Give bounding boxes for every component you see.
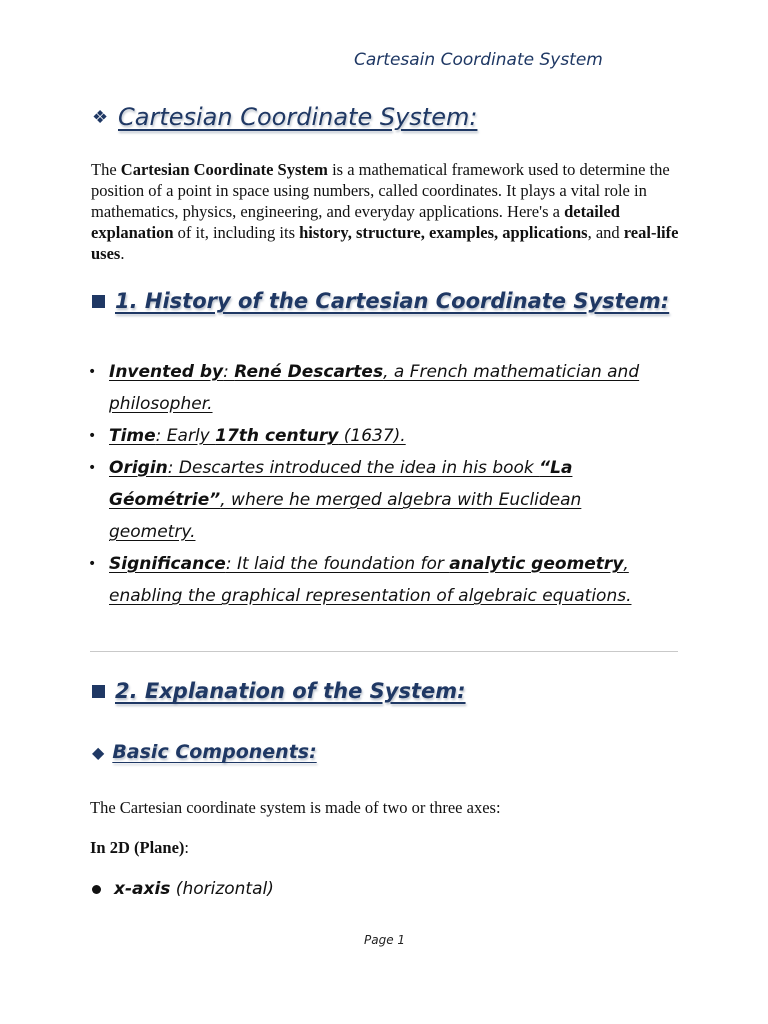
basic-components-heading — [92, 741, 317, 763]
list-item — [88, 356, 668, 420]
axes-intro-paragraph: The Cartesian coordinate system is made of two or three axes: — [90, 798, 501, 817]
bullet-bold: “La Géométrie” — [109, 458, 573, 510]
bullet-key: Invented by — [109, 362, 224, 382]
bullet-rest: (1637). — [338, 426, 406, 446]
intro-paragraph — [91, 159, 681, 264]
diamond-bullet-icon: ◆ — [92, 742, 105, 762]
intro-text-2: is a mathematical framework used to determine the position of a point in space using numbers, called coordinates. It plays a vital role in mathematics, physics, engineering, and everyday applications. Here's a — [91, 160, 670, 221]
plane-label-bold: In 2D (Plane) — [90, 838, 185, 857]
horizontal-divider — [90, 651, 678, 652]
list-item — [88, 452, 668, 548]
intro-text-3: of it, including its — [173, 223, 300, 242]
x-axis-key: x-axis — [114, 879, 171, 899]
intro-bold-1: Cartesian Coordinate System — [120, 160, 328, 179]
bullet-rest: , a French mathematician and philosopher. — [109, 362, 640, 414]
x-axis-rest: (horizontal) — [170, 879, 274, 899]
intro-text-5: . — [120, 244, 125, 263]
square-bullet-icon — [92, 685, 105, 698]
bullet-rest: , where he merged algebra with Euclidean geometry. — [109, 490, 582, 542]
list-item — [88, 420, 668, 452]
intro-text-4: , and — [587, 223, 624, 242]
bullet-key: Origin — [109, 458, 168, 478]
four-diamond-icon: ❖ — [92, 106, 109, 128]
round-bullet-icon — [92, 885, 101, 894]
section1-heading — [92, 289, 669, 313]
basic-components-heading-text: Basic Components: — [112, 741, 317, 763]
bullet-bold: 17th century — [215, 426, 339, 446]
list-item — [88, 548, 668, 612]
running-header: Cartesain Coordinate System — [354, 50, 603, 70]
bullet-rest: , enabling the graphical representation of algebraic equations. — [109, 554, 632, 606]
intro-bold-2: detailed explanation — [91, 202, 620, 242]
plane-label-colon: : — [184, 838, 190, 857]
x-axis-text — [114, 879, 274, 899]
intro-bold-3: history, structure, examples, applications — [299, 223, 588, 242]
main-heading — [92, 103, 477, 131]
x-axis-item — [92, 879, 274, 899]
main-heading-text: Cartesian Coordinate System: — [118, 103, 478, 131]
history-bullet-list — [88, 356, 668, 612]
bullet-sep: : Early — [155, 426, 216, 446]
bullet-key: Time — [109, 426, 156, 446]
section1-heading-text: 1. History of the Cartesian Coordinate System: — [115, 289, 670, 313]
section2-heading — [92, 679, 466, 703]
bullet-sep: : — [223, 362, 235, 382]
intro-bold-4: real-life uses — [91, 223, 679, 263]
page-number: Page 1 — [364, 933, 406, 947]
intro-text-1: The — [91, 160, 121, 179]
square-bullet-icon — [92, 295, 105, 308]
section2-heading-text: 2. Explanation of the System: — [115, 679, 466, 703]
bullet-key: Significance — [109, 554, 226, 574]
plane-label — [90, 838, 189, 858]
bullet-sep: : It laid the foundation for — [225, 554, 450, 574]
bullet-bold: René Descartes — [234, 362, 384, 382]
bullet-bold: analytic geometry — [449, 554, 624, 574]
bullet-sep: : Descartes introduced the idea in his book — [167, 458, 540, 478]
